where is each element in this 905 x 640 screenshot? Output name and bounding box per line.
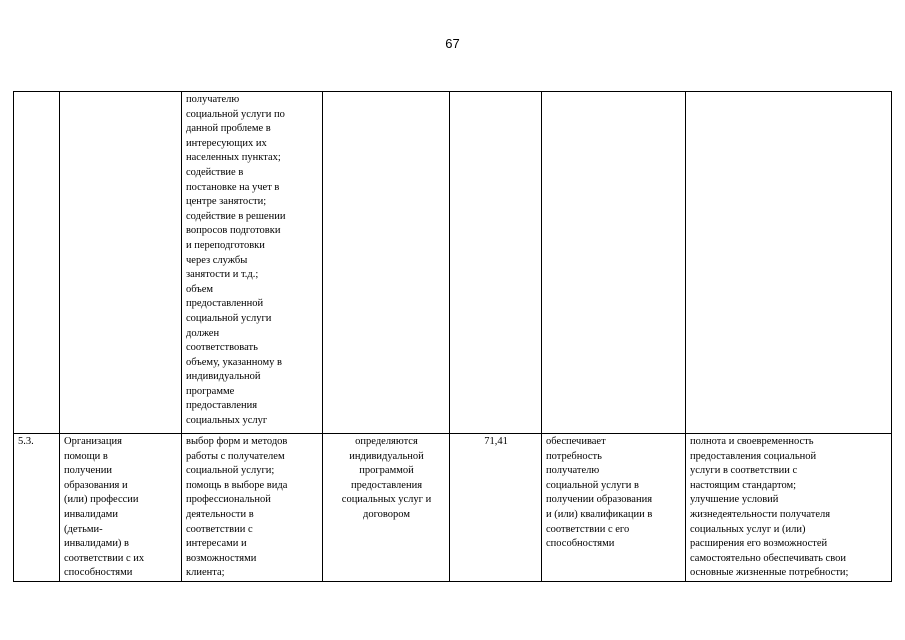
cell-text-line: работы с получателем	[186, 450, 285, 462]
cell-timing	[323, 434, 450, 582]
cell-text-line: соответствовать	[186, 342, 258, 354]
cell-text-line: через службы	[186, 254, 248, 266]
cell-text-line: соответствии с его	[546, 523, 630, 535]
cell-text-line: социальной услуги в	[546, 479, 639, 491]
cell-text-line: постановке на учет в	[186, 181, 280, 193]
cell-conditions	[542, 92, 686, 434]
cell-text-line: возможностями	[186, 552, 257, 564]
standard-table	[13, 91, 892, 582]
cell-timing	[323, 92, 450, 434]
cell-text-line: потребность	[546, 450, 602, 462]
cell-text-line: социальных услуг и	[341, 494, 432, 506]
cell-rate	[450, 92, 542, 434]
cell-num	[14, 92, 60, 434]
cell-text-line: 71,41	[484, 436, 508, 447]
table-row	[14, 434, 892, 582]
cell-name	[60, 92, 182, 434]
cell-text-line: образования и	[64, 479, 128, 491]
cell-text-line: интересующих их	[186, 137, 267, 149]
cell-text-line: интересами и	[186, 538, 247, 550]
cell-num	[14, 434, 60, 582]
cell-text-line: (детьми-	[64, 523, 103, 535]
cell-description	[182, 92, 323, 434]
cell-text-line: социальной услуги по	[186, 108, 285, 120]
cell-text-line: выбор форм и методов	[186, 436, 288, 447]
cell-text-line: Организация	[64, 436, 122, 447]
cell-text-line: социальных услуг и (или)	[690, 523, 806, 535]
cell-text-line: вопросов подготовки	[186, 225, 281, 237]
cell-text-line: профессиональной	[186, 494, 271, 506]
cell-text-line: помощь в выборе вида	[186, 479, 288, 491]
cell-text-line: помощи в	[64, 450, 108, 462]
cell-description	[182, 434, 323, 582]
cell-conditions	[542, 434, 686, 582]
cell-text-line: и (или) квалификации в	[546, 508, 653, 520]
table-row	[14, 92, 892, 434]
cell-text-line: получателю	[546, 465, 600, 477]
cell-text-line: улучшение условий	[690, 494, 779, 506]
cell-text-line: деятельности в	[186, 508, 254, 520]
cell-text-line: центре занятости;	[186, 196, 267, 208]
cell-text-line: инвалидами) в	[64, 538, 130, 550]
page-number: 67	[445, 36, 460, 51]
cell-text-line: расширения его возможностей	[690, 538, 828, 550]
cell-text-line: предоставления	[186, 400, 258, 412]
cell-text-line: населенных пунктах;	[186, 152, 281, 164]
cell-text-line: содействие в решении	[186, 210, 286, 222]
cell-text-line: данной проблеме в	[186, 123, 271, 135]
cell-text-line: определяются	[355, 436, 418, 447]
cell-text-line: получателю	[186, 94, 240, 105]
cell-text-line: получении	[64, 465, 113, 477]
cell-text-line: (или) профессии	[64, 494, 139, 506]
cell-text-line: услуги в соответствии с	[690, 465, 798, 477]
cell-text-line: договором	[363, 508, 410, 520]
cell-text-line: соответствии с их	[64, 552, 145, 564]
cell-text-line: соответствии с	[186, 523, 253, 535]
cell-text-line: содействие в	[186, 166, 244, 178]
cell-evaluation	[686, 434, 892, 582]
cell-text-line: объему, указанному в	[186, 356, 282, 368]
cell-text-line: инвалидами	[64, 508, 118, 520]
cell-text-line: программе	[186, 385, 235, 397]
cell-text-line: самостоятельно обеспечивать свои	[690, 552, 846, 564]
cell-text-line: социальной услуги;	[186, 465, 275, 477]
cell-text-line: предоставленной	[186, 298, 264, 310]
cell-text-line: индивидуальной	[349, 450, 424, 462]
cell-text-line: занятости и т.д.;	[186, 269, 259, 281]
cell-text-line: и переподготовки	[186, 239, 265, 251]
cell-text-line: настоящим стандартом;	[690, 479, 797, 491]
cell-text-line: социальных услуг	[186, 415, 268, 427]
cell-text-line: социальной услуги	[186, 312, 272, 324]
cell-text-line: объем	[186, 283, 214, 295]
cell-text-line: индивидуальной	[186, 371, 261, 383]
cell-text-line: жизнедеятельности получателя	[690, 508, 831, 520]
cell-text-line: получении образования	[546, 494, 653, 506]
cell-text-line: предоставления социальной	[690, 450, 817, 462]
cell-text-line: способностями	[546, 538, 615, 550]
cell-rate	[450, 434, 542, 582]
cell-name	[60, 434, 182, 582]
cell-text-line: обеспечивает	[546, 436, 606, 447]
cell-text-line: должен	[186, 327, 220, 339]
cell-text-line: программой	[359, 465, 414, 477]
cell-text-line: основные жизненные потребности;	[690, 567, 849, 579]
cell-text-line: предоставления	[350, 479, 423, 491]
cell-text-line: полнота и своевременность	[690, 436, 814, 447]
cell-text-line: клиента;	[186, 567, 225, 579]
cell-text-line: 5.3.	[18, 436, 34, 447]
cell-text-line: способностями	[64, 567, 133, 579]
cell-evaluation	[686, 92, 892, 434]
